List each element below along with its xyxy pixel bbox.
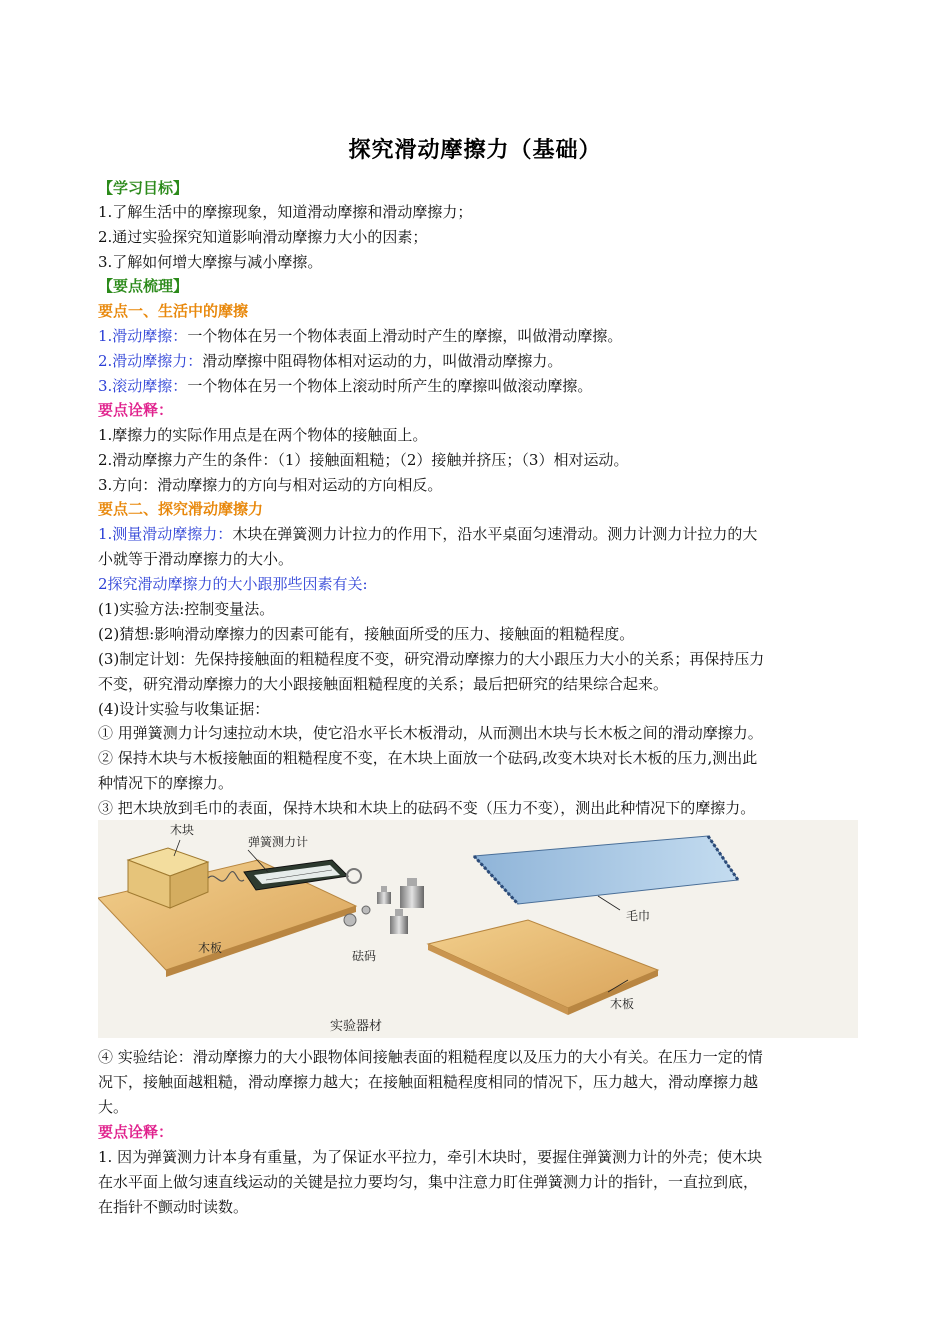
experiment-figure: [98, 820, 858, 1038]
definition-sliding-friction: [98, 324, 858, 348]
point2-heading: 要点二、探究滑动摩擦力: [98, 500, 264, 518]
definition-sliding-friction-force: [98, 349, 858, 373]
step-line: ③ 把木块放到毛巾的表面，保持木块和木块上的砝码不变（压力不变），测出此种情况下的摩擦力。: [98, 799, 756, 817]
goals-heading: 【学习目标】: [98, 179, 189, 197]
step-line: (2)猜想:影响滑动摩擦力的因素可能有，接触面所受的压力、接触面的粗糙程度。: [98, 625, 635, 643]
step-line: 种情况下的摩擦力。: [98, 774, 234, 792]
page-title: 探究滑动摩擦力（基础）: [348, 138, 602, 163]
definition-text: 一个物体在另一个物体表面上滑动时产生的摩擦，叫做滑动摩擦。: [187, 327, 623, 345]
goal-item: 3.了解如何增大摩擦与减小摩擦。: [98, 253, 323, 271]
label-weights: 砝码: [352, 949, 377, 963]
label-board-left: 木板: [198, 941, 223, 955]
note-item: 在水平面上做匀速直线运动的关键是拉力要均匀，集中注意力盯住弹簧测力计的指针，一直拉到底，: [98, 1173, 759, 1191]
note-item: 3.方向：滑动摩擦力的方向与相对运动的方向相反。: [98, 476, 443, 494]
note-item: 1.摩擦力的实际作用点是在两个物体的接触面上。: [98, 426, 428, 444]
measure-term: 1.测量滑动摩擦力：: [98, 525, 233, 543]
conclusion-line: 大。: [98, 1098, 129, 1116]
outline-heading: 【要点梳理】: [98, 277, 189, 295]
step-line: (3)制定计划：先保持接触面的粗糙程度不变，研究滑动摩擦力的大小跟压力大小的关系；再保持压力: [98, 650, 765, 668]
step-line: (4)设计实验与收集证据：: [98, 700, 270, 718]
figure-caption: 实验器材: [330, 1019, 383, 1034]
measure-text: 木块在弹簧测力计拉力的作用下，沿水平桌面匀速滑动。测力计测力计拉力的大: [232, 525, 758, 543]
definition-text: 滑动摩擦中阻碍物体相对运动的力，叫做滑动摩擦力。: [202, 352, 563, 370]
experiment-illustration: [98, 820, 858, 1038]
note-item: 在指针不颤动时读数。: [98, 1198, 249, 1216]
conclusion-line: ④ 实验结论：滑动摩擦力的大小跟物体间接触表面的粗糙程度以及压力的大小有关。在压力一定的情: [98, 1048, 763, 1066]
measure-text-cont: 小就等于滑动摩擦力的大小。: [98, 550, 294, 568]
point1-note-heading: 要点诠释：: [98, 401, 174, 419]
definition-rolling-friction: [98, 374, 858, 398]
measure-paragraph: [98, 522, 858, 546]
factors-heading: 2探究滑动摩擦力的大小跟那些因素有关:: [98, 575, 368, 593]
definition-term: 2.滑动摩擦力：: [98, 352, 203, 370]
label-block: 木块: [170, 823, 195, 837]
conclusion-line: 况下，接触面越粗糙，滑动摩擦力越大；在接触面粗糙程度相同的情况下，压力越大，滑动摩擦力越: [98, 1073, 759, 1091]
note-item: 1. 因为弹簧测力计本身有重量，为了保证水平拉力，牵引木块时，要握住弹簧测力计的外壳；使木块: [98, 1148, 763, 1166]
point2-note-heading: 要点诠释：: [98, 1123, 174, 1141]
goal-item: 1.了解生活中的摩擦现象，知道滑动摩擦和滑动摩擦力；: [98, 203, 473, 221]
step-line: ② 保持木块与木板接触面的粗糙程度不变，在木块上面放一个砝码,改变木块对长木板的压力,测出此: [98, 749, 758, 767]
label-towel: 毛巾: [626, 909, 651, 923]
step-line: ① 用弹簧测力计匀速拉动木块，使它沿水平长木板滑动，从而测出木块与长木板之间的滑动摩擦力。: [98, 724, 763, 742]
point1-heading: 要点一、生活中的摩擦: [98, 302, 249, 320]
label-board-right: 木板: [610, 997, 635, 1011]
label-spring-scale: 弹簧测力计: [248, 835, 309, 849]
step-line: 不变，研究滑动摩擦力的大小跟接触面粗糙程度的关系；最后把研究的结果综合起来。: [98, 675, 669, 693]
definition-term: 1.滑动摩擦：: [98, 327, 188, 345]
note-item: 2.滑动摩擦力产生的条件：（1）接触面粗糙；（2）接触并挤压；（3）相对运动。: [98, 451, 629, 469]
definition-term: 3.滚动摩擦：: [98, 377, 188, 395]
step-line: (1)实验方法:控制变量法。: [98, 600, 275, 618]
goal-item: 2.通过实验探究知道影响滑动摩擦力大小的因素；: [98, 228, 428, 246]
definition-text: 一个物体在另一个物体上滚动时所产生的摩擦叫做滚动摩擦。: [187, 377, 593, 395]
